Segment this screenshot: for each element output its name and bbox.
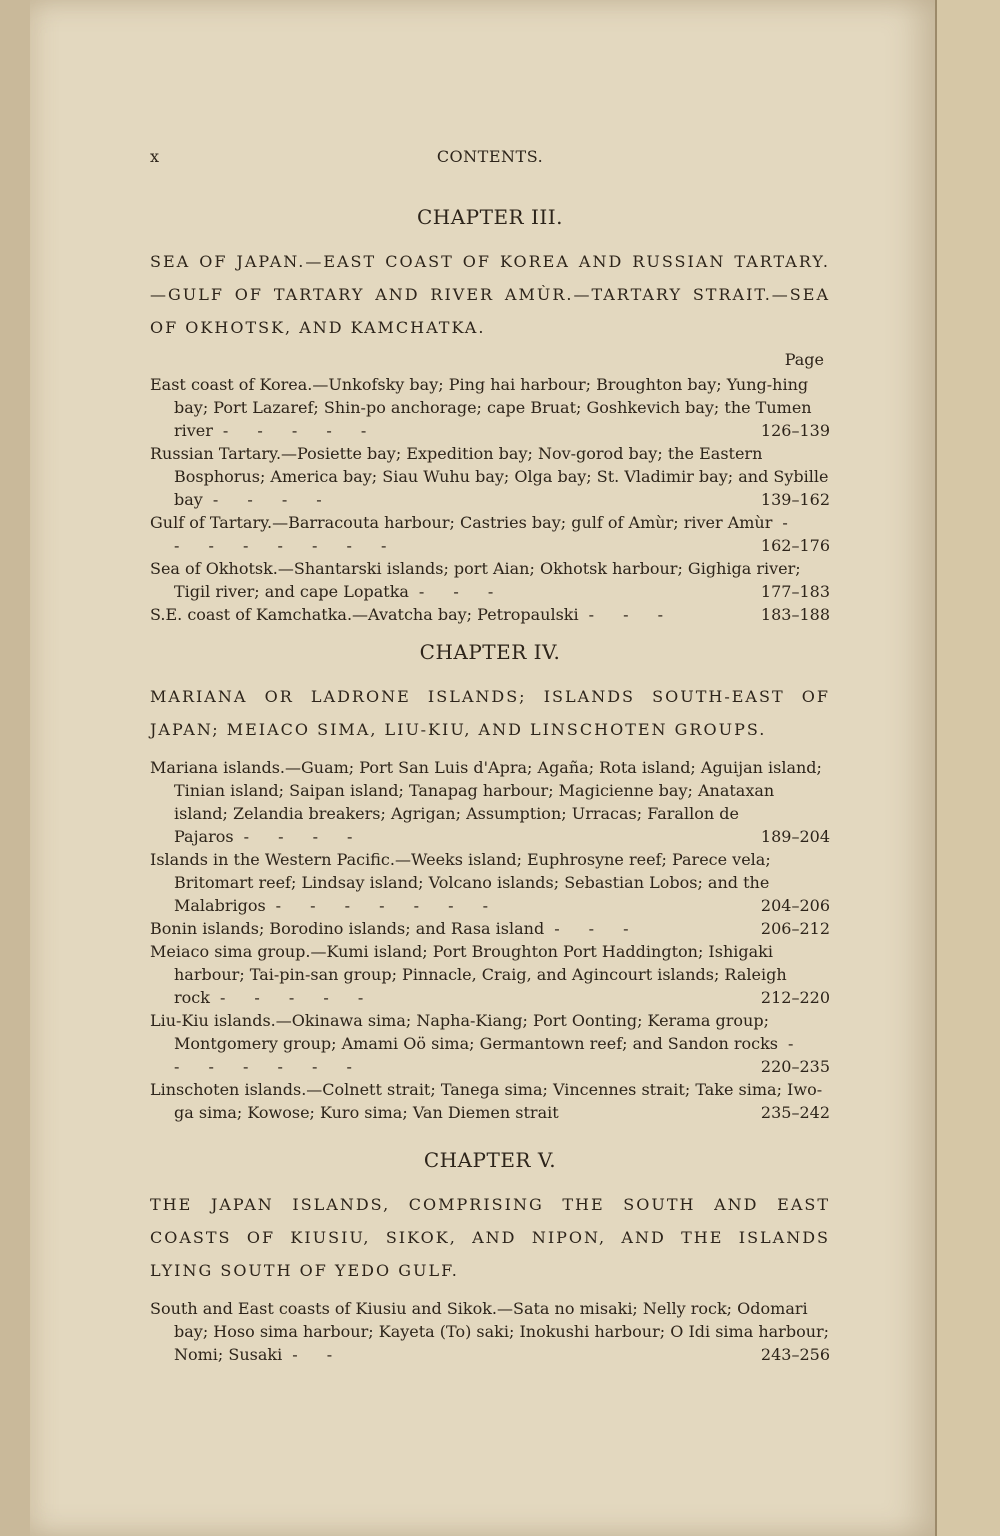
running-title: CONTENTS. [436,147,544,166]
page-range: 243–256 [760,1345,830,1364]
chapter-5 [150,1148,830,1366]
toc-entry: S.E. coast of Kamchatka.—Avatcha bay; Petropaulski - - - 183–188 [150,605,830,624]
page-numeral: x [150,147,160,166]
chapter-entries [150,373,830,626]
chapter-entries [150,756,830,1124]
page-range: 235–242 [760,1103,830,1122]
chapter-entries [150,1297,830,1366]
page-range: 162–176 [760,536,830,555]
chapter-3 [150,205,830,626]
chapter-4 [150,640,830,1124]
page-range: 126–139 [760,421,830,440]
toc-entry: Bonin islands; Borodino islands; and Rasa island - - - 206–212 [150,919,830,938]
page-range: 206–212 [760,919,830,938]
chapter-title: CHAPTER III. [416,205,564,229]
toc-entry: Linschoten islands.—Colnett strait; Tanega sima; Vincennes strait; Take sima; Iwo-ga sima; Kowose; Kuro sima; Van Diemen strait 235–242 [150,1080,830,1122]
page-column-label: Page [784,350,824,369]
toc-entry: Mariana islands.—Guam; Port San Luis d'Apra; Agaña; Rota island; Aguijan island; Tinian island; Saipan island; Tanapag harbour; Magicienne bay; Anataxan island; Zelandia breakers; Agrigan; Assumption; Urracas; Farallon de Pajaros - - - - 189–204 [150,758,830,846]
facing-page-edge [935,0,1000,1536]
running-head [150,147,830,171]
page-range: 183–188 [760,605,830,624]
chapter-title: CHAPTER V. [423,1148,557,1172]
page-range: 220–235 [760,1057,830,1076]
chapter-subject: MARIANA OR LADRONE ISLANDS; ISLANDS SOUTH-EAST OF JAPAN; MEIACO SIMA, LIU-KIU, AND LINSCHOTEN GROUPS. [150,687,830,739]
page-range: 212–220 [760,988,830,1007]
toc-entry: Gulf of Tartary.—Barracouta harbour; Castries bay; gulf of Amùr; river Amùr - - - - - - - - 162–176 [150,513,830,555]
toc-entry: Russian Tartary.—Posiette bay; Expedition bay; Nov-gorod bay; the Eastern Bosphorus; America bay; Siau Wuhu bay; Olga bay; St. Vladimir bay; and Sybille bay - - - - 139–162 [150,444,830,509]
chapter-subject: THE JAPAN ISLANDS, COMPRISING THE SOUTH AND EAST COASTS OF KIUSIU, SIKOK, AND NIPON, AND THE ISLANDS LYING SOUTH OF YEDO GULF. [150,1195,830,1280]
page-range: 139–162 [760,490,830,509]
toc-entry: East coast of Korea.—Unkofsky bay; Ping hai harbour; Broughton bay; Yung-hing bay; Port Lazaref; Shin-po anchorage; cape Bruat; Goshkevich bay; the Tumen river - - - - - 126–139 [150,375,830,440]
page-range: 189–204 [760,827,830,846]
toc-entry: Sea of Okhotsk.—Shantarski islands; port Aian; Okhotsk harbour; Gighiga river; Tigil river; and cape Lopatka - - - 177–183 [150,559,830,601]
chapter-title: CHAPTER IV. [419,640,561,664]
toc-entry: South and East coasts of Kiusiu and Sikok.—Sata no misaki; Nelly rock; Odomari bay; Hoso sima harbour; Kayeta (To) saki; Inokushi harbour; O Idi sima harbour; Nomi; Susaki - - 243–256 [150,1299,830,1364]
toc-entry: Islands in the Western Pacific.—Weeks island; Euphrosyne reef; Parece vela; Britomart reef; Lindsay island; Volcano islands; Sebastian Lobos; and the Malabrigos - - - - - - - 204–206 [150,850,830,915]
toc-entry: Meiaco sima group.—Kumi island; Port Broughton Port Haddington; Ishigaki harbour; Tai-pin-san group; Pinnacle, Craig, and Agincourt islands; Raleigh rock - - - - - 212–220 [150,942,830,1007]
page-range: 177–183 [760,582,830,601]
toc-entry: Liu-Kiu islands.—Okinawa sima; Napha-Kiang; Port Oonting; Kerama group; Montgomery group; Amami Oö sima; Germantown reef; and Sandon rocks - - - - - - - 220–235 [150,1011,830,1076]
page-range: 204–206 [760,896,830,915]
chapter-subject: SEA OF JAPAN.—EAST COAST OF KOREA AND RUSSIAN TARTARY.—GULF OF TARTARY AND RIVER AMÙR.—TARTARY STRAIT.—SEA OF OKHOTSK, AND KAMCHATKA. [150,252,830,337]
